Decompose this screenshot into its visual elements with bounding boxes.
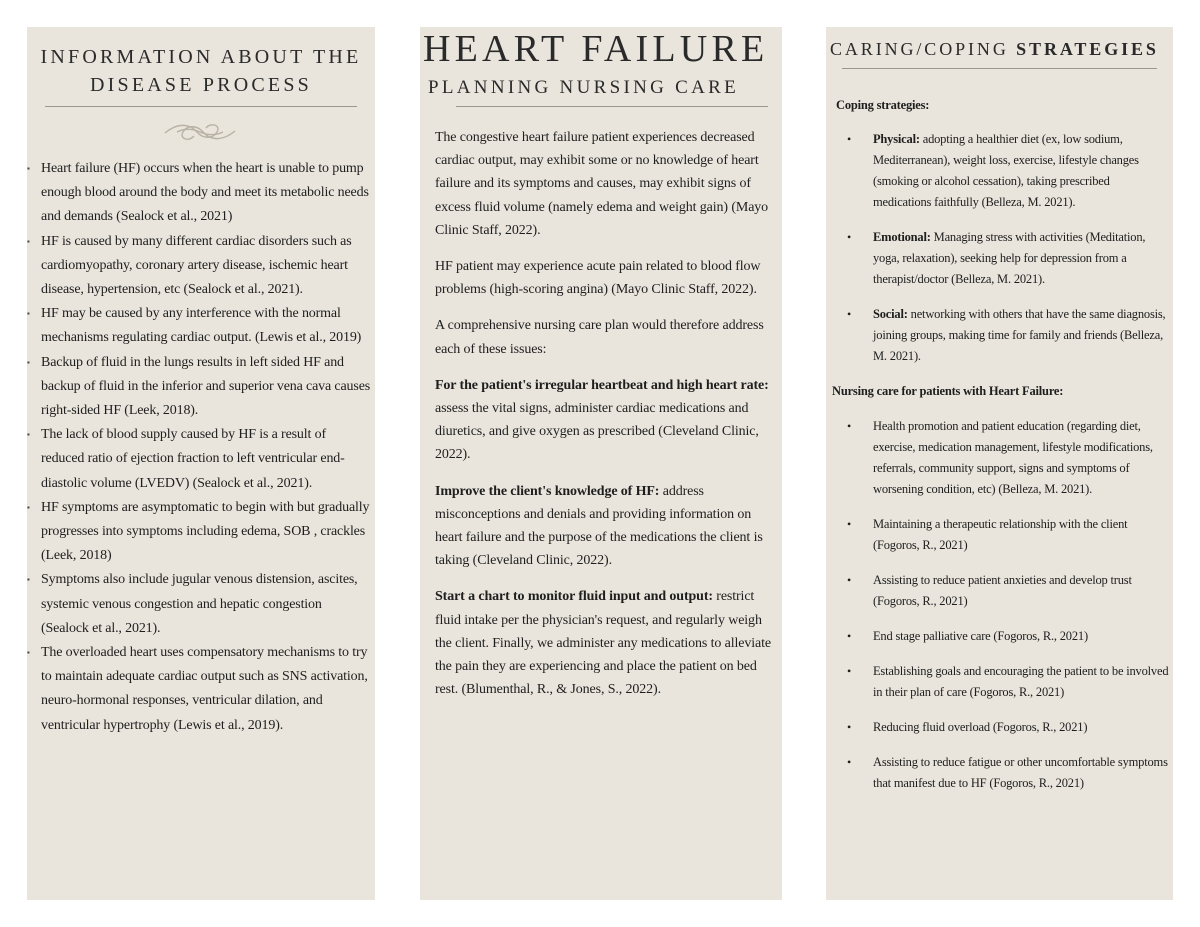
list-item: ▪ HF is caused by many different cardiac disorders such as cardiomyopathy, coronary artery disease, ischemic heart disease, hypertension, etc (Sealock et al., 2021). xyxy=(27,230,372,303)
coping-heading: Coping strategies: xyxy=(836,98,930,112)
paragraph xyxy=(435,585,771,701)
paragraph-lead: Start a chart to monitor fluid input and output: xyxy=(435,589,713,605)
paragraph: HF patient may experience acute pain related to blood flow problems (high-scoring angina) (Mayo Clinic Staff, 2022). xyxy=(435,259,761,298)
item-text: Managing stress with activities (Meditation, yoga, relaxation), seeking help for depression from a therapist/doctor (Belleza, M. 2021). xyxy=(873,230,1146,286)
care-list xyxy=(834,416,1169,794)
list-item: • End stage palliative care (Fogoros, R., 2021) xyxy=(834,626,1169,647)
disease-process-panel xyxy=(27,27,375,900)
coping-strategies-panel xyxy=(826,27,1173,900)
paragraph-lead: For the patient's irregular heartbeat and high heart rate: xyxy=(435,377,769,393)
coping-list xyxy=(834,129,1169,367)
page-title: HEART FAILURE xyxy=(423,28,769,70)
paragraph: The congestive heart failure patient experiences decreased cardiac output, may exhibit some or no knowledge of heart failure and its symptoms and causes, may exhibit signs of excess fluid volume (namely edema and weight gain) (Mayo Clinic Staff, 2022). xyxy=(435,130,769,238)
flourish-ornament-icon xyxy=(163,120,237,144)
list-item: • Assisting to reduce fatigue or other uncomfortable symptoms that manifest due to HF (Fogoros, R., 2021) xyxy=(834,752,1169,794)
list-item: • Assisting to reduce patient anxieties and develop trust (Fogoros, R., 2021) xyxy=(834,570,1169,612)
paragraph xyxy=(435,374,771,467)
title-part: STRATEGIES xyxy=(1016,39,1159,59)
paragraph-text: address misconceptions and denials and providing information on heart failure and the purpose of the medications the client is taking (Cleveland Clinic, 2022). xyxy=(435,483,763,569)
page-subtitle: PLANNING NURSING CARE xyxy=(428,77,740,98)
care-heading: Nursing care for patients with Heart Failure: xyxy=(832,384,1064,398)
coping-strategies-title xyxy=(830,37,1159,61)
list-item: ▪ Backup of fluid in the lungs results in left sided HF and backup of fluid in the inferior and superior vena cava causes right-sided HF (Leek, 2018). xyxy=(27,351,372,424)
title-divider xyxy=(456,106,768,107)
nursing-care-body xyxy=(435,126,771,714)
item-label: Physical: xyxy=(873,132,920,146)
title-divider xyxy=(45,106,357,107)
paragraph-lead: Improve the client's knowledge of HF: xyxy=(435,483,660,499)
paragraph xyxy=(435,480,771,573)
list-item xyxy=(834,227,1169,290)
paragraph-text: restrict fluid intake per the physician's request, and regularly weigh the client. Finally, we administer any medications to alleviate the pain they are experiencing and place the patient on bed rest. (Blumenthal, R., & Jones, S., 2022). xyxy=(435,589,771,698)
paragraph: A comprehensive nursing care plan would therefore address each of these issues: xyxy=(435,318,764,357)
item-text: adopting a healthier diet (ex, low sodium, Mediterranean), weight loss, exercise, lifestyle changes (smoking or alcohol cessation), taking prescribed medications faithfully (Belleza, M. 2021). xyxy=(873,132,1139,209)
coping-body xyxy=(834,95,1169,794)
paragraph-text: assess the vital signs, administer cardiac medications and diuretics, and give oxygen as prescribed (Cleveland Clinic, 2022). xyxy=(435,401,759,463)
title-part: CARING/COPING xyxy=(830,39,1009,59)
list-item: • Maintaining a therapeutic relationship with the client (Fogoros, R., 2021) xyxy=(834,514,1169,556)
list-item: • Health promotion and patient education (regarding diet, exercise, medication management, lifestyle modifications, referrals, community support, signs and symptoms of worsening condition, etc) (Belleza, M. 2021). xyxy=(834,416,1169,500)
list-item: ▪ The lack of blood supply caused by HF is a result of reduced ratio of ejection fraction to left ventricular end- diastolic volume (LVEDV) (Sealock et al., 2021). xyxy=(27,423,372,496)
disease-facts-list xyxy=(27,157,372,738)
list-item: ▪ HF symptoms are asymptomatic to begin with but gradually progresses into symptoms including edema, SOB , crackles (Leek, 2018) xyxy=(27,496,372,569)
list-item: ▪ Symptoms also include jugular venous distension, ascites, systemic venous congestion and hepatic congestion (Sealock et al., 2021). xyxy=(27,568,372,641)
title-divider xyxy=(842,68,1157,69)
list-item: ▪ Heart failure (HF) occurs when the heart is unable to pump enough blood around the body and meet its metabolic needs and demands (Sealock et al., 2021) xyxy=(27,157,372,230)
list-item: ▪ HF may be caused by any interference with the normal mechanisms regulating cardiac output. (Lewis et al., 2019) xyxy=(27,302,372,350)
list-item: • Establishing goals and encouraging the patient to be involved in their plan of care (Fogoros, R., 2021) xyxy=(834,661,1169,703)
nursing-care-panel xyxy=(420,27,782,900)
list-item: ▪ The overloaded heart uses compensatory mechanisms to try to maintain adequate cardiac output such as SNS activation, neuro-hormonal responses, ventricular dilation, and ventricular hypertrophy (Lewis et al., 2019). xyxy=(27,641,372,738)
item-text: networking with others that have the same diagnosis, joining groups, making time for family and friends (Belleza, M. 2021). xyxy=(873,307,1166,363)
item-label: Emotional: xyxy=(873,230,931,244)
list-item: • Reducing fluid overload (Fogoros, R., 2021) xyxy=(834,717,1169,738)
item-label: Social: xyxy=(873,307,908,321)
list-item xyxy=(834,129,1169,213)
disease-process-title: INFORMATION ABOUT THE DISEASE PROCESS xyxy=(40,46,362,96)
list-item xyxy=(834,304,1169,367)
